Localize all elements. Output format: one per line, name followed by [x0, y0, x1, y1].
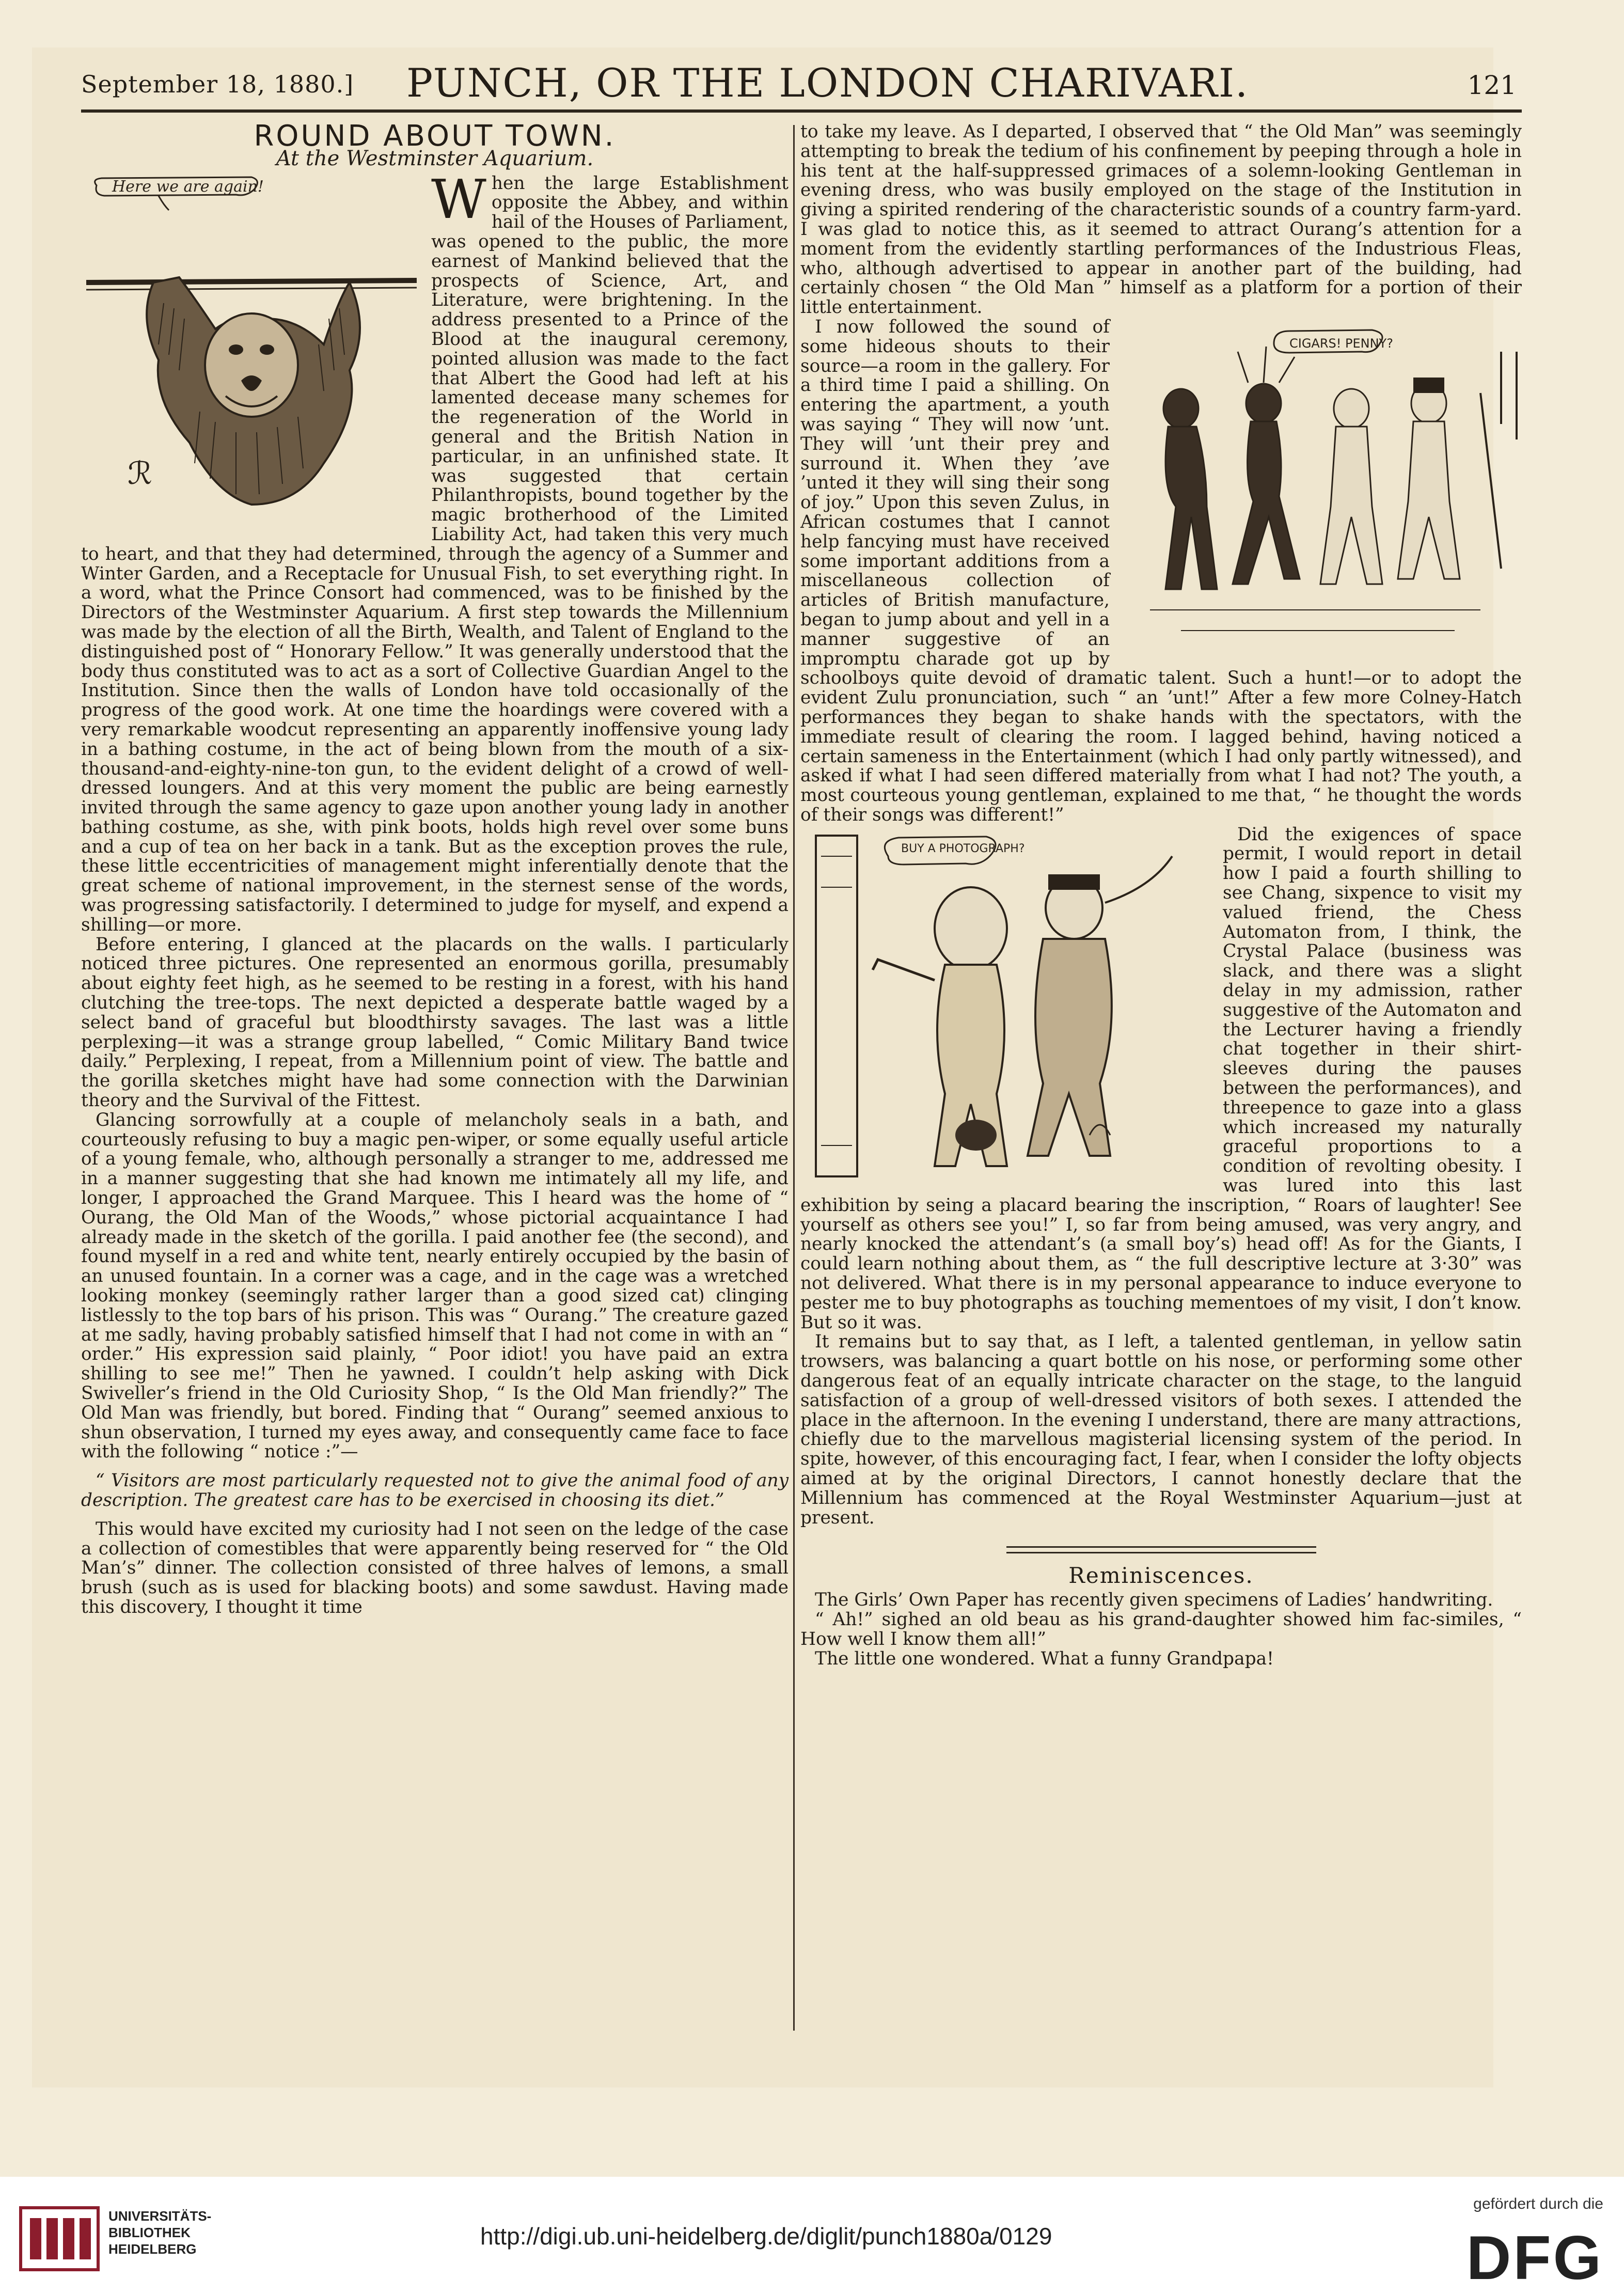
gorilla-illustration — [81, 174, 422, 536]
page-sheet — [32, 48, 1522, 2087]
article-subtitle: At the Westminster Aquarium. — [276, 146, 594, 170]
header-page-number: 121 — [1467, 70, 1517, 100]
paragraph-1-text: hen the large Establishment opposite the Abbey, and within hail of the Houses of Parliament, was opened to the public, the more earnest of Mankind believed that the prospects of Science, Art, and Literature, were brightening. In the address presented to a Prince of the Blood at the inaugural ceremony, pointed allusion was made to the fact that Albert the Good had left at his lamented decease many schemes for the regeneration of the World in general and the British Nation in particular, in an unfinished state. It was suggested that certain Philanthropists, bound together by the magic brotherhood of the Limited Liability Act, had taken this very much to heart, and that they had determined, through the agency of a Summer and Winter Garden, and a Receptacle for Unusual Fish, to set everything right. In a word, what the Prince Consort had commenced, was to be finished by the Directors of the Westminster Aquarium. A first step towards the Millennium was made by the election of all the Birth, Wealth, and Talent of England to the distinguished post of “ Honorary Fellow.” It was generally understood that the body thus constituted was to act as a sort of Collective Guardian Angel to the Institution. Since then the walls of London have told occasionally of the progress of the good work. At one time the hoardings were covered with a very remarkable woodcut representing an apparently inoffensive young lady in a bathing costume, in the act of being blown from the mouth of a six-thousand-and-eighty-nine-ton gun, to the evident delight of a crowd of well-dressed loungers. And at this very moment the public are being earnestly invited through the same agency to gaze upon another young lady in another bathing costume, as she, with pink boots, holds high revel over some buns and a cup of tea on her back in a tank. But as the exception proves the rule, these little eccentricities of management might inferentially denote that the great scheme of national improvement, in the sternest sense of the words, was progressing satisfactorily. I determined to judge for myself, and expend a shilling—or more. — [81, 172, 789, 935]
section-rule — [1006, 1546, 1316, 1553]
reminiscences-paragraph-3: The little one wondered. What a funny Grandpapa! — [815, 1648, 1274, 1669]
funded-by-label: gefördert durch die — [1473, 2195, 1603, 2212]
paragraph-4: This would have excited my curiosity had I not seen on the ledge of the case a collection of comestibles that were apparently being reserved for “ the Old Man’s” dinner. The collection consisted of three halves of lemons, a small brush (such as is used for blacking boots) and some sawdust. Having made this discovery, I thought it time — [81, 1518, 789, 1617]
zulu-dancers-illustration — [1119, 321, 1522, 651]
paragraph-6: I now followed the sound of some hideous shouts to their source—a room in the gallery. For a third time I paid a shilling. On entering the apartment, a youth was saying “ They will now ’unt. They will ’unt their prey and surround it. When they ’ave ’unted it they will sing their song of joy.” Upon this seven Zulus, in African costumes that I cannot help fancying must have received some important additions from a miscellaneous collection of articles of British manufacture, began to jump about and yell in a manner suggestive of an impromptu charade got up by schoolboys quite devoid of dramatic talent. Such a hunt!—or to adopt the evident Zulu pronunciation, such “ an ’unt!” After a few more Colney-Hatch performances they began to shake hands with the spectators, with the immediate result of clearing the room. I lagged behind, having noticed a certain sameness in the Entertainment (which I had only partly witnessed), and asked if what I had seen differed materially from what I had not? The youth, a most courteous young gentleman, explained to me that, “ he thought the words of their songs was different!” — [800, 316, 1522, 825]
library-name-line-2: BIBLIOTHEK — [108, 2225, 191, 2240]
paragraph-3: Glancing sorrowfully at a couple of melancholy seals in a bath, and courteously refusing to buy a magic pen-wiper, or some equally useful article of a young female, who, although personally a stranger to me, addressed me in a manner suggesting that she had known me intimately all my life, and longer, I approached the Grand Marquee. This I heard was the home of “ Ourang, the Old Man of the Woods,” whose pictorial acquaintance I had already made in the sketch of the gorilla. I paid another fee (the second), and found myself in a red and white tent, nearly entirely occupied by the basin of an unused fountain. In a corner was a cage, and in the cage was a wretched looking monkey (seemingly rather larger than a good sized cat) clinging listlessly to the top bars of his prison. This was “ Ourang.” The creature gazed at me sadly, having probably satisfied himself that I had not come in with an “ order.” His expression said plainly, “ Poor idiot! you have paid an extra shilling to see me!” Then he yawned. I couldn’t help asking with Dick Swiveller’s friend in the Old Curiosity Shop, “ Is the Old Man friendly?” The Old Man was friendly, but bored. Finding that “ Ourang” seemed anxious to shun observation, I turned my eyes away, and consequently came face to face with the following “ notice :”— — [81, 1109, 789, 1463]
footer-bar — [0, 2177, 1624, 2294]
page-header — [81, 53, 1522, 113]
header-title: PUNCH, OR THE LONDON CHARIVARI. — [406, 60, 1249, 106]
source-url-link[interactable]: http://digi.ub.uni-heidelberg.de/diglit/punch1880a/0129 — [480, 2223, 1052, 2250]
library-name — [108, 2208, 211, 2257]
paragraph-2: Before entering, I glanced at the placards on the walls. I particularly noticed three pictures. One represented an enormous gorilla, presumably about eighty feet high, as he seemed to be resting in a forest, with his hand clutching the tree-tops. The next depicted a desperate battle waged by a select band of graceful but bloodthirsty savages. The last was a little perplexing—it was a strange group labelled, “ Comic Military Band twice daily.” Perplexing, I repeat, from a Millennium point of view. The battle and the gorilla sketches might have had some connection with the Darwinian theory and the Survival of the Fittest. — [81, 934, 789, 1111]
dfg-logo: DFG — [1466, 2223, 1603, 2292]
paragraph-8: It remains but to say that, as I left, a talented gentleman, in yellow satin trowsers, was balancing a quart bottle on his nose, or performing some other dangerous feat of an equally intricate character on the stage, to the languid satisfaction of a group of well-dressed visitors of both sexes. I attended the place in the afternoon. In the evening I understand, there are many attractions, chiefly due to the marvellous magisterial licensing system of the period. In spite, however, of this encouraging fact, I fear, when I consider the lofty objects aimed at by the original Directors, I cannot honestly declare that the Millennium has commenced at the Royal Westminster Aquarium—just at present. — [800, 1331, 1522, 1528]
reminiscences-title: Reminiscences. — [1068, 1563, 1254, 1589]
left-column — [81, 119, 789, 1617]
reminiscences-paragraph-1: The Girls’ Own Paper has recently given specimens of Ladies’ handwriting. — [815, 1590, 1493, 1611]
library-name-line-1: UNIVERSITÄTS- — [108, 2208, 212, 2224]
header-date: September 18, 1880.] — [81, 70, 354, 98]
gorilla-caption: Here we are again! — [112, 177, 264, 196]
drop-cap: W — [431, 167, 486, 231]
right-column — [800, 122, 1522, 1669]
notice-text: “ Visitors are most particularly requested not to give the animal food of any description. The greatest care has to be exercised in choosing its diet.” — [81, 1470, 789, 1511]
paragraph-7: Did the exigences of space permit, I would report in detail how I paid a fourth shilling to see Chang, sixpence to visit my valued friend, the Chess Automaton from, I think, the Crystal Palace (business was slack, and there was a slight delay in my admission, rather suggestive of the Automaton and the Lecturer having a friendly chat together in their shirt-sleeves during the pauses between the performances), and threepence to gaze into a glass which increased my naturally graceful proportions to a condition of revolting obesity. I was lured into this last exhibition by seing a placard bearing the inscription, “ Roars of laughter! See yourself as others see you!” I, so far from being amused, was very angry, and nearly knocked the attendant’s (a small boy’s) head off! As for the Giants, I could learn nothing about them, as “ the full descriptive lecture at 3·30” was not delivered. What there is in my personal appearance to induce everyone to pester me to buy photographs as touching mementoes of my visit, I don’t know. But so it was. — [800, 824, 1522, 1333]
photograph-seller-illustration — [800, 825, 1213, 1187]
svg-text:ℛ: ℛ — [128, 455, 152, 492]
column-divider — [793, 125, 795, 2031]
paragraph-5: to take my leave. As I departed, I observed that “ the Old Man” was seemingly attempting to break the tedium of his confinement by peeping through a hole in his tent at the half-suppressed grimaces of a solemn-looking Gentleman in evening dress, who was busily employed on the stage of the Institution in giving a spirited rendering of the characteristic sounds of a country farm-yard. I was glad to notice this, as it seemed to attract Ourang’s attention for a moment from the evidently startling performances of the Industrious Fleas, who, although advertised to appear in another part of the building, had certainly chosen “ the Old Man ” himself as a platform for a portion of their little entertainment. — [800, 121, 1522, 318]
photo-caption: BUY A PHOTOGRAPH? — [901, 842, 1025, 855]
university-library-logo — [15, 2197, 103, 2275]
cigars-caption: CIGARS! PENNY? — [1289, 336, 1393, 351]
reminiscences-paragraph-2: “ Ah!” sighed an old beau as his grand-daughter showed him fac-similes, “ How well I know them all!” — [800, 1609, 1522, 1649]
library-name-line-3: HEIDELBERG — [108, 2241, 197, 2257]
article-title: ROUND ABOUT TOWN. — [254, 119, 616, 153]
